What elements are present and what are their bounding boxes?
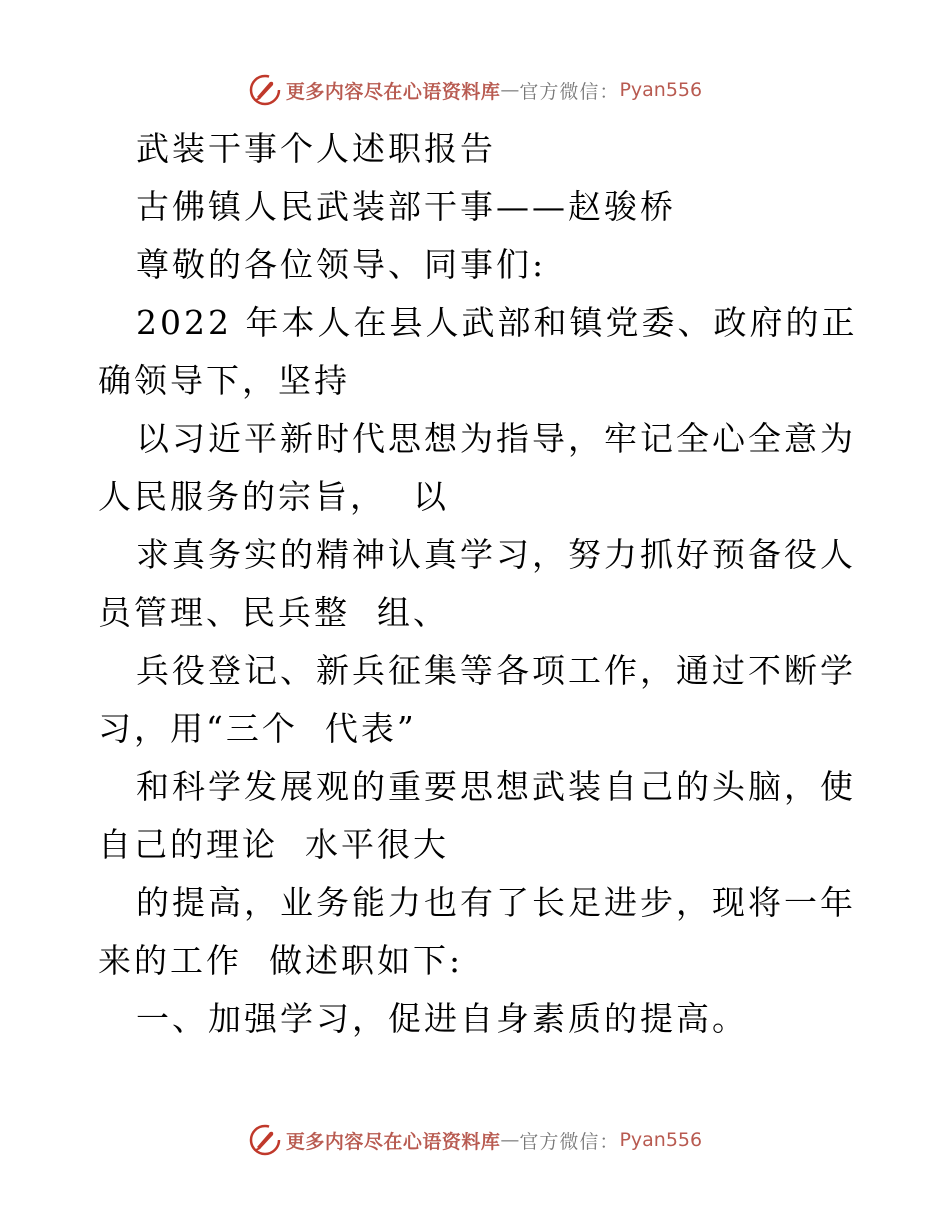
- wechat-id: Pyan556: [619, 1129, 703, 1151]
- wechat-id: Pyan556: [619, 79, 703, 101]
- footer-banner-content: [248, 1123, 702, 1157]
- document-body: [98, 120, 858, 1048]
- header-banner-content: [248, 73, 702, 107]
- section-heading: 一、加强学习，促进自身素质的提高。: [136, 999, 748, 1038]
- quill-logo-icon: [248, 73, 282, 107]
- paragraph: 的提高，业务能力也有了长足进步，现将一年来的工作 做述职如下:: [98, 883, 856, 980]
- header-banner: [0, 72, 950, 108]
- official-wechat-label: 官方微信：: [519, 80, 620, 103]
- site-name: 更多内容尽在心语资料库: [285, 80, 501, 103]
- paragraph: 2022 年本人在县人武部和镇党委、政府的正确领导下，坚持: [98, 303, 858, 400]
- document-title: 武装干事个人述职报告: [136, 129, 496, 168]
- paragraph: 和科学发展观的重要思想武装自己的头脑，使自己的理论 水平很大: [98, 767, 856, 864]
- paragraph: 求真务实的精神认真学习，努力抓好预备役人员管理、民兵整 组、: [98, 535, 856, 632]
- official-wechat-label: 官方微信：: [519, 1130, 620, 1153]
- paragraph: 以习近平新时代思想为指导，牢记全心全意为人民服务的宗旨， 以: [98, 419, 856, 516]
- banner-separator: —: [500, 79, 520, 101]
- quill-logo-icon: [248, 1123, 282, 1157]
- salutation: 尊敬的各位领导、同事们:: [136, 245, 547, 284]
- footer-banner: [0, 1122, 950, 1158]
- banner-separator: —: [500, 1129, 520, 1151]
- site-name: 更多内容尽在心语资料库: [285, 1130, 501, 1153]
- author-line: 古佛镇人民武装部干事——赵骏桥: [136, 187, 676, 226]
- paragraph: 兵役登记、新兵征集等各项工作，通过不断学习，用“三个 代表”: [98, 651, 856, 748]
